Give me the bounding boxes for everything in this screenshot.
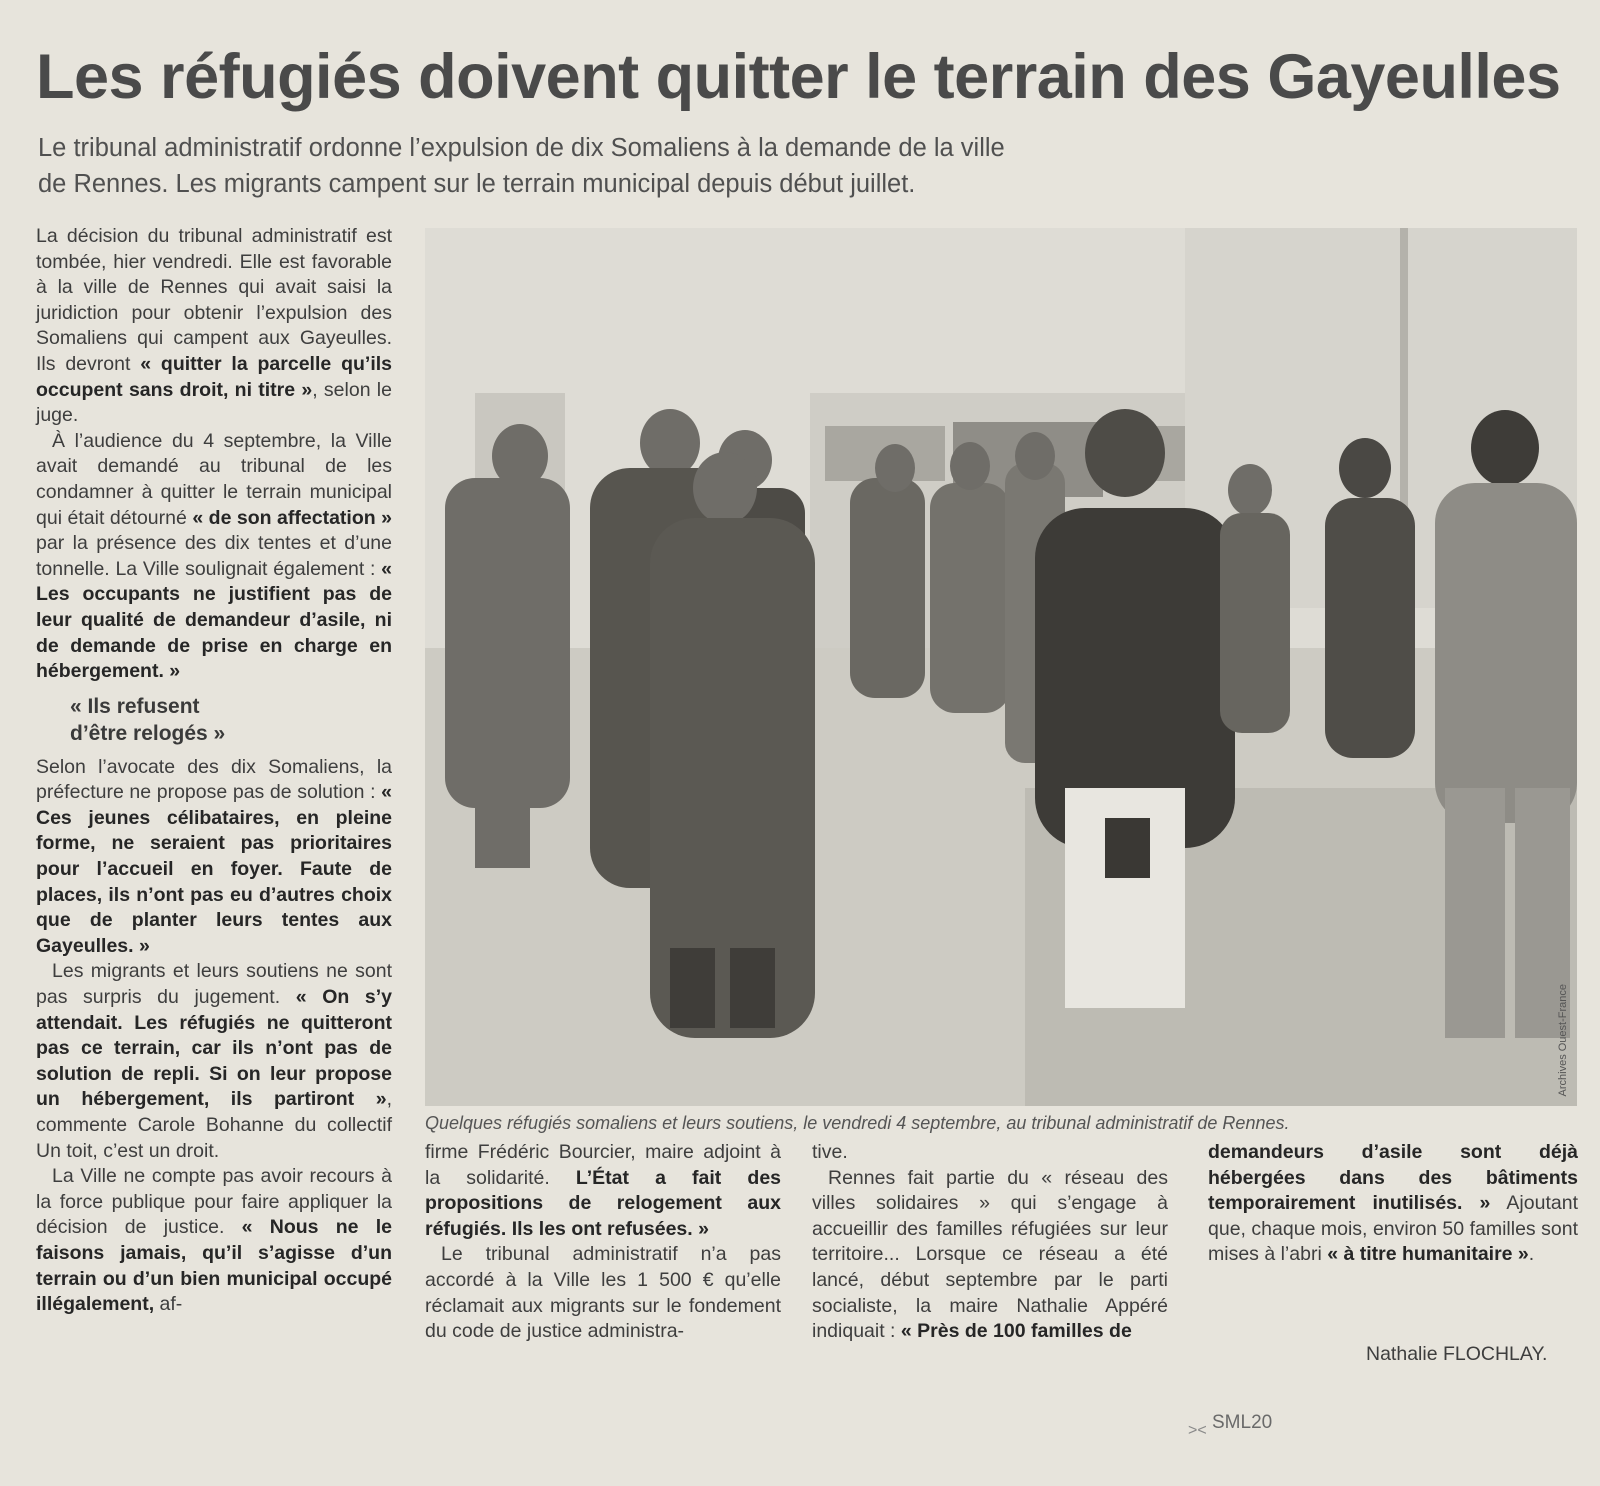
article-column-2: [425, 1140, 781, 1345]
text: , selon le juge.: [36, 378, 392, 427]
paragraph: [36, 755, 392, 960]
quote: « de son affectation »: [192, 506, 392, 529]
page-folio: SML20: [1212, 1412, 1273, 1433]
quote: demandeurs d’asile sont déjà hébergées dans des bâtiments temporairement inutilisés. »: [1208, 1141, 1578, 1215]
text: .: [1528, 1243, 1535, 1266]
standfirst: [38, 130, 1258, 202]
photo-credit: Archives Ouest-France: [1557, 983, 1569, 1096]
standfirst-line: de Rennes. Les migrants campent sur le terrain municipal depuis début juillet.: [38, 170, 916, 198]
author-signature: Nathalie FLOCHLAY.: [1366, 1343, 1548, 1365]
quote: « à titre humanitaire »: [1327, 1243, 1529, 1266]
crop-mark: ><: [1188, 1422, 1207, 1439]
text: Selon l’avocate des dix Somaliens, la préfecture ne propose pas de solution :: [36, 755, 392, 804]
text: firme Frédéric Bourcier, maire adjoint à la solidarité.: [425, 1141, 781, 1189]
news-photo: [425, 228, 1577, 1106]
quote: « On s’y attendait. Les réfugiés ne quitteront pas ce terrain, car ils n’ont pas de solution de repli. Si on leur propose un hébergement, ils partiront »: [36, 986, 392, 1111]
paragraph: Le tribunal administratif n’a pas accordé à la Ville les 1 500 € qu’elle réclamait aux migrants sur le fondement du code de justice administra-: [425, 1243, 781, 1343]
subheading-line: d’être relogés »: [70, 721, 226, 745]
paragraph: [36, 224, 392, 429]
text: par la présence des dix tentes et d’une tonnelle. La Ville soulignait également :: [36, 532, 392, 580]
article-column-3: [812, 1140, 1168, 1345]
paragraph: tive.: [812, 1141, 848, 1163]
crowd-photo-illustration: [425, 228, 1577, 1106]
quote: L’État a fait des propositions de relogement aux réfugiés. Ils les ont refusées. »: [425, 1166, 782, 1240]
text: Rennes fait partie du « réseau des villes solidaires » qui s’engage à accueillir des familles réfugiées sur leur territoire... Lorsque ce réseau a été lancé, début septembre par le parti socialiste, la maire Nathalie Appéré indiquait :: [812, 1166, 1168, 1343]
headline: Les réfugiés doivent quitter le terrain des Gayeulles: [36, 42, 1561, 112]
paragraph: [36, 429, 392, 685]
text: À l’audience du 4 septembre, la Ville avait demandé au tribunal de les condamner à quitter le terrain municipal qui était détourné: [36, 429, 392, 529]
text: af-: [159, 1293, 183, 1316]
paragraph: [812, 1166, 1168, 1345]
quote: « Ces jeunes célibataires, en pleine forme, ne seraient pas prioritaires pour l’accueil en foyer. Faute de places, ils n’ont pas eu d’autres choix que de planter leurs tentes aux Gayeulles. »: [36, 781, 392, 957]
quote: « Nous ne le faisons jamais, qu’il s’agisse d’un terrain ou d’un bien municipal occupé illégalement,: [36, 1216, 392, 1316]
paragraph: [36, 959, 392, 1164]
subheading-line: « Ils refusent: [70, 694, 200, 718]
photo-caption: Quelques réfugiés somaliens et leurs soutiens, le vendredi 4 septembre, au tribunal administratif de Rennes.: [425, 1113, 1290, 1133]
quote: « Les occupants ne justifient pas de leur qualité de demandeur d’asile, ni de demande de prise en charge en hébergement. »: [36, 557, 392, 683]
subheading: [70, 693, 392, 747]
text: Ajoutant que, chaque mois, environ 50 familles sont mises à l’abri: [1208, 1192, 1578, 1266]
text: La Ville ne compte pas avoir recours à la force publique pour faire appliquer la décision de justice.: [36, 1165, 392, 1239]
paragraph: [36, 1164, 392, 1318]
article-column-4: [1208, 1140, 1578, 1268]
standfirst-line: Le tribunal administratif ordonne l’expulsion de dix Somaliens à la demande de la ville: [38, 134, 1005, 162]
text: , commente Carole Bohanne du collectif Un toit, c’est un droit.: [36, 1088, 392, 1162]
paragraph: [1208, 1140, 1578, 1268]
quote: « Près de 100 familles de: [900, 1320, 1132, 1343]
quote: « quitter la parcelle qu’ils occupent sans droit, ni titre »: [36, 352, 392, 401]
text: La décision du tribunal administratif est tombée, hier vendredi. Elle est favorable à la ville de Rennes qui avait saisi la juridiction pour obtenir l’expulsion des Somaliens qui campent aux Gayeulles. Ils devront: [36, 225, 392, 375]
paragraph: [425, 1140, 781, 1242]
text: Les migrants et leurs soutiens ne sont pas surpris du jugement.: [36, 960, 392, 1009]
article-column-1: [36, 224, 392, 1318]
